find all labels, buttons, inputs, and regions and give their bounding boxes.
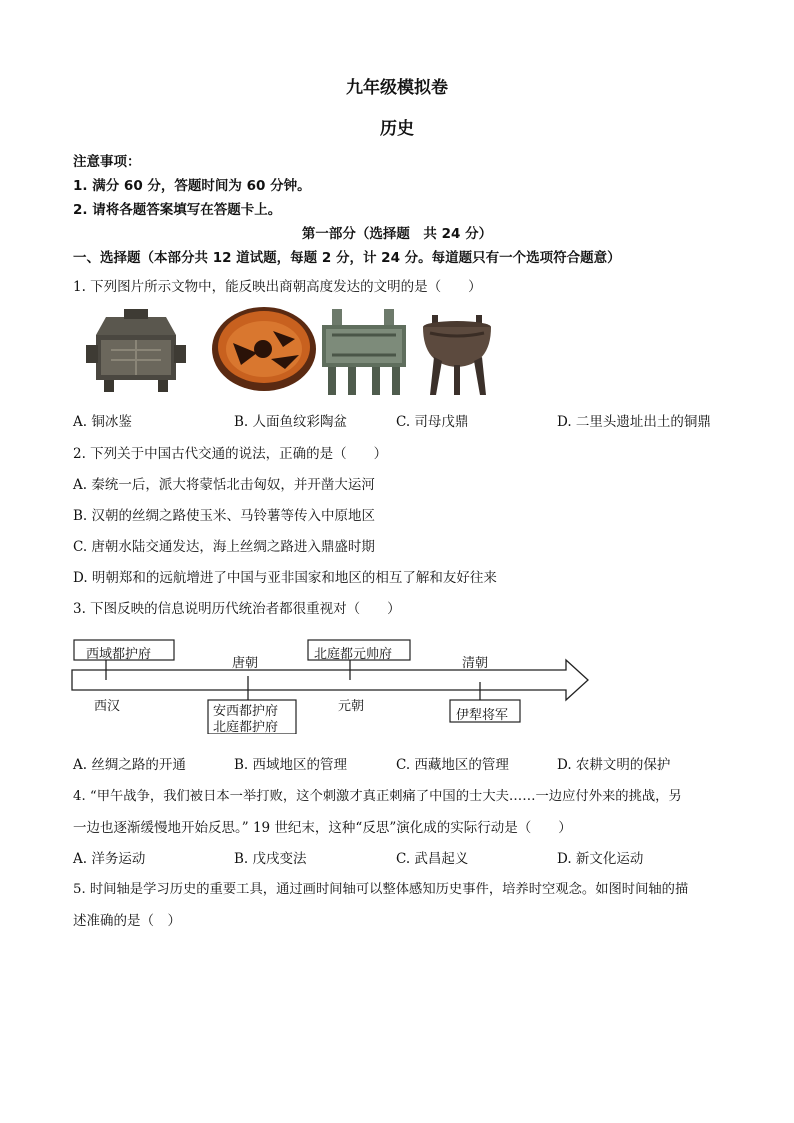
note-item: 1. 满分 60 分，答题时间为 60 分钟。 [73, 178, 311, 194]
q2-option-b[interactable]: B. 汉朝的丝绸之路使玉米、马铃薯等传入中原地区 [73, 508, 376, 524]
q1-option-a[interactable]: A. 铜冰鉴 [73, 414, 132, 430]
q1-option-c[interactable]: C. 司母戊鼎 [396, 414, 469, 430]
q4-option-c[interactable]: C. 武昌起义 [396, 851, 469, 867]
question-5-stem-line1: 5. 时间轴是学习历史的重要工具，通过画时间轴可以整体感知历史事件，培养时空观念。如图时间轴的描 [73, 882, 689, 897]
bronze-ice-chest-image [76, 305, 196, 397]
notes-heading: 注意事项： [73, 154, 141, 170]
timeline-label-yuan: 元朝 [338, 699, 365, 714]
q3-option-b[interactable]: B. 西域地区的管理 [234, 757, 348, 773]
timeline-box-anxi: 安西都护府 [213, 704, 279, 719]
square-ding-image [318, 305, 410, 397]
q2-option-d[interactable]: D. 明朝郑和的远航增进了中国与亚非国家和地区的相互了解和友好往来 [73, 570, 497, 586]
question-1-stem: 1. 下列图片所示文物中，能反映出商朝高度发达的文明的是（ ） [73, 279, 482, 295]
section-heading: 一、选择题（本部分共 12 道试题，每题 2 分，计 24 分。每道题只有一个选项符合题意） [73, 250, 621, 266]
q1-option-d[interactable]: D. 二里头遗址出土的铜鼎 [557, 414, 711, 430]
subject-title: 历史 [380, 119, 414, 139]
q2-option-a[interactable]: A. 秦统一后，派大将蒙恬北击匈奴，并开凿大运河 [73, 477, 375, 493]
q3-option-d[interactable]: D. 农耕文明的保护 [557, 757, 671, 773]
timeline-box-beiting: 北庭都护府 [213, 720, 279, 735]
question-3-stem: 3. 下图反映的信息说明历代统治者都很重视对（ ） [73, 601, 401, 617]
note-item: 2. 请将各题答案填写在答题卡上。 [73, 202, 282, 218]
timeline-label-qing: 清朝 [462, 656, 489, 671]
timeline-label-xihan: 西汉 [94, 699, 121, 714]
tripod-ding-image [418, 305, 496, 397]
q2-option-c[interactable]: C. 唐朝水陆交通发达，海上丝绸之路进入鼎盛时期 [73, 539, 375, 555]
exam-title: 九年级模拟卷 [346, 78, 448, 98]
part1-heading: 第一部分（选择题 共 24 分） [301, 226, 493, 242]
question-4-stem-line1: 4. “甲午战争，我们被日本一举打败，这个刺激才真正刺痛了中国的士大夫……一边应付外来的挑战，另 [73, 789, 682, 804]
question-5-stem-line2: 述准确的是（ ） [73, 913, 181, 929]
q3-option-c[interactable]: C. 西藏地区的管理 [396, 757, 509, 773]
timeline-box-beiting-yuanshuai: 北庭都元帅府 [314, 647, 393, 662]
q1-option-b[interactable]: B. 人面鱼纹彩陶盆 [234, 414, 348, 430]
timeline-box-xiyu: 西域都护府 [86, 647, 152, 662]
q4-option-b[interactable]: B. 戊戌变法 [234, 851, 307, 867]
q3-option-a[interactable]: A. 丝绸之路的开通 [73, 757, 186, 773]
painted-fish-basin-image [211, 305, 317, 397]
timeline-box-yili: 伊犁将军 [456, 708, 509, 723]
timeline-label-tang: 唐朝 [232, 656, 259, 671]
q4-option-d[interactable]: D. 新文化运动 [557, 851, 644, 867]
question-2-stem: 2. 下列关于中国古代交通的说法，正确的是（ ） [73, 446, 388, 462]
question-4-stem-line2: 一边也逐渐缓慢地开始反思。” 19 世纪末，这种“反思”演化成的实际行动是（ ） [73, 820, 572, 836]
q4-option-a[interactable]: A. 洋务运动 [73, 851, 146, 867]
